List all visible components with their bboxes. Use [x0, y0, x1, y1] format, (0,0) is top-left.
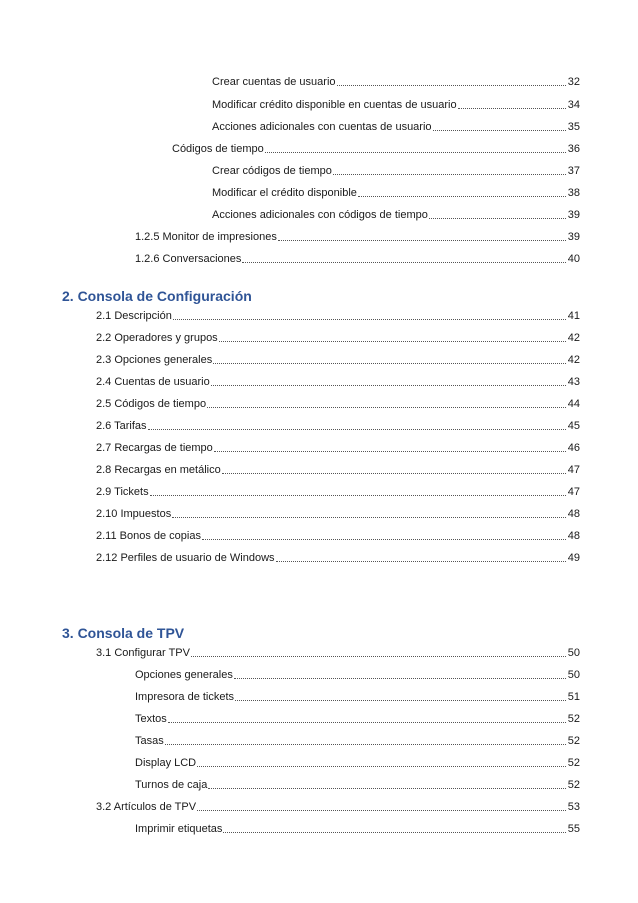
dot-leader	[429, 218, 566, 219]
toc-entry-page: 47	[567, 486, 580, 498]
toc-entry-label: 1.2.6 Conversaciones	[135, 253, 242, 265]
toc-entry-page: 42	[567, 332, 580, 344]
dot-leader	[234, 678, 566, 679]
toc-entry-page: 40	[567, 253, 580, 265]
section-heading-configuracion[interactable]: 2. Consola de Configuración	[62, 288, 252, 304]
toc-entry-page: 52	[567, 779, 580, 791]
toc-entry-page: 39	[567, 231, 580, 243]
toc-entry[interactable]	[96, 462, 580, 478]
toc-entry-label: Modificar el crédito disponible	[212, 187, 357, 199]
dot-leader	[333, 174, 566, 175]
toc-entry-label: Acciones adicionales con códigos de tiempo	[212, 209, 428, 221]
toc-entry-page: 53	[567, 801, 580, 813]
toc-entry-label: Turnos de caja	[135, 779, 208, 791]
dot-leader	[214, 451, 566, 452]
toc-entry[interactable]	[212, 74, 580, 90]
toc-entry-page: 32	[567, 76, 580, 88]
toc-entry-label: 3.2 Artículos de TPV	[96, 801, 197, 813]
toc-entry-page: 36	[567, 143, 580, 155]
dot-leader	[148, 429, 566, 430]
toc-entry[interactable]	[135, 777, 580, 793]
toc-entry-page: 50	[567, 647, 580, 659]
dot-leader	[278, 240, 566, 241]
toc-entry-page: 38	[567, 187, 580, 199]
toc-entry[interactable]	[135, 667, 580, 683]
dot-leader	[207, 407, 566, 408]
toc-entry-label: Impresora de tickets	[135, 691, 235, 703]
dot-leader	[165, 744, 566, 745]
toc-entry-page: 41	[567, 310, 580, 322]
dot-leader	[223, 832, 565, 833]
toc-entry-label: 1.2.5 Monitor de impresiones	[135, 231, 277, 243]
toc-entry-label: 2.7 Recargas de tiempo	[96, 442, 213, 454]
dot-leader	[197, 810, 566, 811]
toc-entry-label: Textos	[135, 713, 167, 725]
toc-entry-label: 2.6 Tarifas	[96, 420, 147, 432]
toc-entry-page: 52	[567, 735, 580, 747]
toc-entry-label: Crear cuentas de usuario	[212, 76, 336, 88]
toc-entry-page: 50	[567, 669, 580, 681]
toc-entry[interactable]	[212, 163, 580, 179]
toc-entry-label: 2.8 Recargas en metálico	[96, 464, 221, 476]
toc-entry[interactable]	[96, 440, 580, 456]
toc-entry-label: Crear códigos de tiempo	[212, 165, 332, 177]
toc-entry[interactable]	[96, 506, 580, 522]
toc-entry[interactable]	[135, 733, 580, 749]
dot-leader	[219, 341, 566, 342]
toc-entry[interactable]	[172, 141, 580, 157]
toc-entry[interactable]	[96, 484, 580, 500]
toc-entry[interactable]	[96, 418, 580, 434]
toc-entry[interactable]	[96, 645, 580, 661]
dot-leader	[197, 766, 566, 767]
toc-entry-label: 2.1 Descripción	[96, 310, 172, 322]
toc-entry-page: 48	[567, 530, 580, 542]
toc-entry-label: Imprimir etiquetas	[135, 823, 223, 835]
dot-leader	[265, 152, 566, 153]
toc-entry-page: 44	[567, 398, 580, 410]
section-heading-tpv[interactable]: 3. Consola de TPV	[62, 625, 185, 641]
toc-entry[interactable]	[212, 97, 580, 113]
toc-entry[interactable]	[135, 229, 580, 245]
dot-leader	[235, 700, 566, 701]
dot-leader	[358, 196, 566, 197]
toc-entry-page: 34	[567, 99, 580, 111]
toc-entry-label: 2.9 Tickets	[96, 486, 149, 498]
toc-entry-label: 2.3 Opciones generales	[96, 354, 213, 366]
toc-entry[interactable]	[135, 251, 580, 267]
toc-entry[interactable]	[96, 308, 580, 324]
toc-entry[interactable]	[212, 207, 580, 223]
dot-leader	[168, 722, 566, 723]
toc-entry-label: 2.5 Códigos de tiempo	[96, 398, 207, 410]
toc-entry[interactable]	[96, 374, 580, 390]
toc-entry-page: 35	[567, 121, 580, 133]
toc-entry[interactable]	[212, 185, 580, 201]
toc-entry-page: 43	[567, 376, 580, 388]
dot-leader	[208, 788, 565, 789]
toc-entry-page: 45	[567, 420, 580, 432]
toc-entry-page: 48	[567, 508, 580, 520]
toc-entry[interactable]	[212, 119, 580, 135]
toc-entry[interactable]	[96, 550, 580, 566]
toc-entry[interactable]	[96, 528, 580, 544]
dot-leader	[173, 319, 566, 320]
toc-entry-label: 2.12 Perfiles de usuario de Windows	[96, 552, 275, 564]
toc-entry[interactable]	[135, 821, 580, 837]
toc-entry-label: 3.1 Configurar TPV	[96, 647, 190, 659]
toc-entry-page: 52	[567, 757, 580, 769]
toc-entry-page: 37	[567, 165, 580, 177]
dot-leader	[213, 363, 566, 364]
dot-leader	[222, 473, 566, 474]
toc-entry[interactable]	[96, 799, 580, 815]
dot-leader	[202, 539, 566, 540]
toc-entry-label: 2.10 Impuestos	[96, 508, 172, 520]
toc-entry-page: 47	[567, 464, 580, 476]
toc-entry-label: Opciones generales	[135, 669, 233, 681]
toc-entry-label: Tasas	[135, 735, 164, 747]
toc-entry[interactable]	[96, 352, 580, 368]
dot-leader	[458, 108, 566, 109]
toc-entry[interactable]	[135, 755, 580, 771]
toc-entry-page: 51	[567, 691, 580, 703]
toc-entry-label: Modificar crédito disponible en cuentas de usuario	[212, 99, 457, 111]
dot-leader	[337, 85, 566, 86]
dot-leader	[172, 517, 566, 518]
dot-leader	[276, 561, 566, 562]
dot-leader	[150, 495, 566, 496]
toc-entry-page: 52	[567, 713, 580, 725]
toc-entry[interactable]	[135, 689, 580, 705]
toc-entry-page: 49	[567, 552, 580, 564]
toc-entry-page: 55	[567, 823, 580, 835]
dot-leader	[211, 385, 566, 386]
toc-entry[interactable]	[96, 396, 580, 412]
dot-leader	[433, 130, 566, 131]
toc-entry-page: 42	[567, 354, 580, 366]
toc-entry-label: Acciones adicionales con cuentas de usuario	[212, 121, 432, 133]
toc-entry-label: Códigos de tiempo	[172, 143, 264, 155]
dot-leader	[242, 262, 565, 263]
toc-entry-label: 2.4 Cuentas de usuario	[96, 376, 210, 388]
toc-entry[interactable]	[135, 711, 580, 727]
toc-entry-page: 39	[567, 209, 580, 221]
toc-entry-label: 2.11 Bonos de copias	[96, 530, 201, 542]
toc-entry-label: 2.2 Operadores y grupos	[96, 332, 218, 344]
toc-entry-label: Display LCD	[135, 757, 197, 769]
dot-leader	[191, 656, 566, 657]
toc-entry-page: 46	[567, 442, 580, 454]
toc-entry[interactable]	[96, 330, 580, 346]
